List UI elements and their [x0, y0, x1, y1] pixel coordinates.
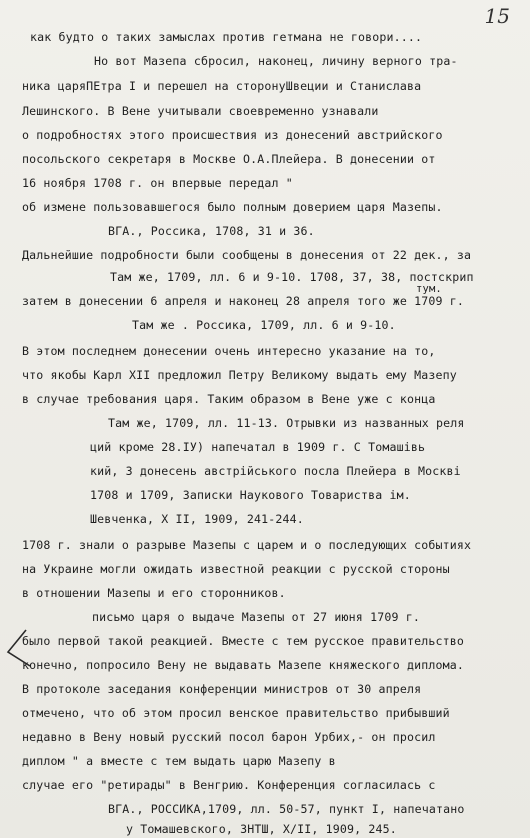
- footnote-line: ВГА., РОССИКА,1709, лл. 50-57, пункт I, напечатано: [108, 802, 465, 816]
- text-line: конечно, попросило Вену не выдавать Мазепе княжеского диплома.: [22, 658, 465, 672]
- text-line: случае его "ретирады" в Венгрию. Конференция согласилась с: [22, 778, 436, 792]
- text-line: об измене пользовавшегося было полным доверием царя Мазепы.: [22, 200, 443, 214]
- text-line: Но вот Мазепа сбросил, наконец, личину верного тра-: [94, 54, 458, 68]
- footnote-line: Там же, 1709, лл. 11-13. Отрывки из названных реля: [108, 416, 465, 430]
- footnote-line: тум.: [416, 283, 442, 295]
- text-line: отмечено, что об этом просил венское правительство прибывший: [22, 706, 450, 720]
- text-line: диплом " а вместе с тем выдать царю Мазепу в: [22, 754, 336, 768]
- text-line: ника царяПЕтра I и перешел на сторонуШвеции и Станислава: [22, 79, 422, 93]
- page-number: 15: [484, 4, 510, 28]
- footnote-line: письмо царя о выдаче Мазепы от 27 июня 1709 г.: [92, 610, 420, 624]
- text-line: что якобы Карл XII предложил Петру Великому выдать ему Мазепу: [22, 368, 457, 382]
- text-line: о подробностях этого происшествия из донесений австрийского: [22, 128, 443, 142]
- text-line: В этом последнем донесении очень интересно указание на то,: [22, 344, 436, 358]
- footnote-line: Шевченка, Х II, 1909, 241-244.: [90, 512, 304, 526]
- text-line: на Украине могли ожидать известной реакции с русской стороны: [22, 562, 450, 576]
- text-line: Лешинского. В Вене учитывали своевременно узнавали: [22, 104, 379, 118]
- text-line: было первой такой реакцией. Вместе с тем русское правительство: [22, 634, 465, 648]
- text-line: в отношении Мазепы и его сторонников.: [22, 586, 286, 600]
- footnote-line: ВГА., Россика, 1708, 31 и 36.: [108, 224, 315, 238]
- footnote-line: Там же, 1709, лл. 6 и 9-10. 1708, 37, 38, постскрип: [110, 270, 474, 284]
- text-line: посольского секретаря в Москве О.А.Плейера. В донесении от: [22, 152, 436, 166]
- text-line: Дальнейшие подробности были сообщены в донесения от 22 дек., за: [22, 248, 472, 262]
- footnote-line: у Томашевского, ЗНТШ, Х/II, 1909, 245.: [126, 822, 397, 836]
- footnote-line: Там же . Россика, 1709, лл. 6 и 9-10.: [132, 318, 396, 332]
- text-line: как будто о таких замыслах против гетмана не говори....: [30, 30, 423, 44]
- text-line: недавно в Вену новый русский посол барон Урбих,- он просил: [22, 730, 436, 744]
- footnote-line: ций кроме 28.IУ) напечатал в 1909 г. С Томашiвь: [90, 440, 426, 454]
- footnote-line: 1708 и 1709, Записки Наукового Товариства iм.: [90, 488, 411, 502]
- text-line: в случае требования царя. Таким образом в Вене уже с конца: [22, 392, 436, 406]
- text-line: затем в донесении 6 апреля и наконец 28 апреля того же 1709 г.: [22, 294, 465, 308]
- text-line: 1708 г. знали о разрыве Мазепы с царем и о последующих событиях: [22, 538, 472, 552]
- footnote-line: кий, З донесень австрiйського посла Плейера в Москвi: [90, 464, 461, 478]
- text-line: В протоколе заседания конференции министров от 30 апреля: [22, 682, 422, 696]
- text-line: 16 ноября 1708 г. он впервые передал ": [22, 176, 293, 190]
